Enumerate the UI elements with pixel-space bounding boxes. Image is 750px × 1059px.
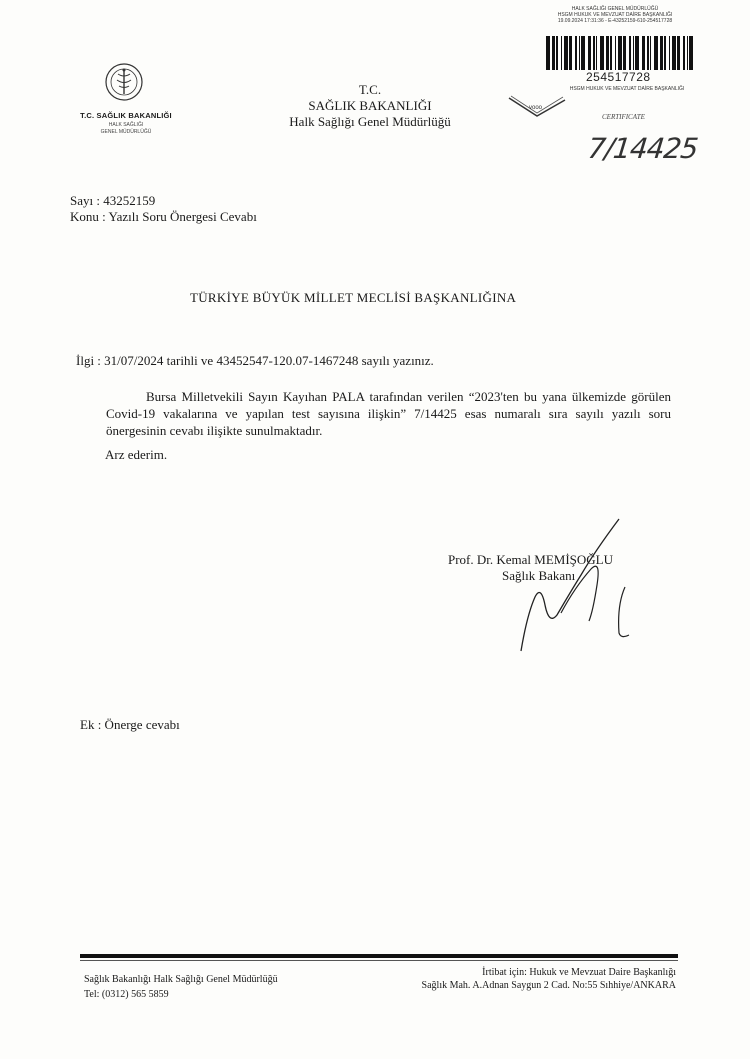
barcode-number: 254517728 (586, 70, 651, 84)
header-ministry: SAĞLIK BAKANLIĞI (308, 98, 432, 113)
barcode-bar (564, 36, 568, 70)
barcode-bar (610, 36, 612, 70)
subject-line: Konu : Yazılı Soru Önergesi Cevabı (70, 209, 257, 224)
barcode-icon (546, 36, 698, 70)
footer-contact: İrtibat için: Hukuk ve Mevzuat Daire Başkanlığı (482, 967, 676, 978)
barcode-bar (654, 36, 658, 70)
signatory-name: Prof. Dr. Kemal MEMİŞOĞLU (448, 552, 614, 567)
barcode-bar (600, 36, 604, 70)
barcode-bar (660, 36, 663, 70)
footer-address: Sağlık Mah. A.Adnan Saygun 2 Cad. No:55 Sıhhiye/ANKARA (421, 980, 676, 991)
barcode-bar (647, 36, 649, 70)
barcode-bar (588, 36, 591, 70)
stamp-line-2: HSGM HUKUK VE MEVZUAT DAİRE BAŞKANLIĞI (557, 12, 673, 18)
barcode-bar (672, 36, 676, 70)
barcode-bar (664, 36, 666, 70)
barcode-bar (575, 36, 577, 70)
barcode-bar (683, 36, 685, 70)
barcode-bar (633, 36, 634, 70)
barcode-bar (596, 36, 597, 70)
attachment-note: Ek : Önerge cevabı (80, 717, 180, 732)
handwritten-number: 7/14425 (586, 132, 700, 165)
barcode-bar (569, 36, 572, 70)
barcode-bar (689, 36, 693, 70)
header-directorate: Halk Sağlığı Genel Müdürlüğü (289, 114, 451, 129)
ministry-logo-icon (104, 62, 144, 102)
barcode-bar (629, 36, 631, 70)
reference-number: Sayı : 43252159 (70, 193, 156, 208)
logo-subtitle-2: GENEL MÜDÜRLÜĞÜ (100, 129, 152, 135)
header-country: T.C. (358, 82, 382, 97)
barcode-bar (561, 36, 562, 70)
barcode-bar (618, 36, 622, 70)
footer-organization: Sağlık Bakanlığı Halk Sağlığı Genel Müdürlüğü (84, 974, 278, 985)
barcode-bar (546, 36, 550, 70)
signatory-title: Sağlık Bakanı (502, 568, 576, 583)
barcode-bar (623, 36, 626, 70)
related-reference: İlgi : 31/07/2024 tarihli ve 43452547-120.07-1467248 sayılı yazınız. (76, 353, 434, 368)
arrow-stamp-text: vooo (529, 105, 543, 111)
closing-line: Arz ederim. (105, 447, 168, 462)
footer-phone: Tel: (0312) 565 5859 (84, 989, 169, 1000)
barcode-bar (615, 36, 616, 70)
barcode-bar (579, 36, 580, 70)
barcode-bar (593, 36, 595, 70)
certificate-label: CERTIFICATE (602, 113, 645, 121)
logo-title: T.C. SAĞLIK BAKANLIĞI (80, 111, 172, 120)
stamp-line-3: 19.09.2024 17:31:36 - E-43252159-610-254517728 (557, 18, 673, 24)
barcode-bar (669, 36, 670, 70)
stamp-department: HSGM HUKUK VE MEVZUAT DAİRE BAŞKANLIĞI (569, 86, 685, 92)
barcode-bar (556, 36, 558, 70)
barcode-bar (581, 36, 585, 70)
logo-subtitle-1: HALK SAĞLIĞI (108, 122, 144, 128)
barcode-bar (552, 36, 555, 70)
barcode-bar (606, 36, 609, 70)
footer-divider (80, 954, 678, 958)
arrow-stamp-icon (507, 94, 567, 124)
footer-divider-thin (80, 960, 678, 961)
body-paragraph-text: Bursa Milletvekili Sayın Kayıhan PALA tarafından verilen “2023'ten bu yana ülkemizde görülen Covid-19 vakalarına ve yapılan test sayısına ilişkin” 7/14425 esas numaralı sıra sayılı yazılı soru önergesinin cevabı ilişikte sunulmaktadır. (106, 389, 671, 438)
body-paragraph (106, 388, 671, 439)
stamp-line-1: HALK SAĞLIĞI GENEL MÜDÜRLÜĞÜ (571, 6, 659, 12)
addressee: TÜRKİYE BÜYÜK MİLLET MECLİSİ BAŞKANLIĞINA (190, 290, 517, 305)
barcode-bar (650, 36, 651, 70)
barcode-bar (635, 36, 639, 70)
barcode-bar (642, 36, 645, 70)
barcode-bar (687, 36, 688, 70)
handwritten-signature (505, 515, 655, 665)
barcode-bar (677, 36, 680, 70)
